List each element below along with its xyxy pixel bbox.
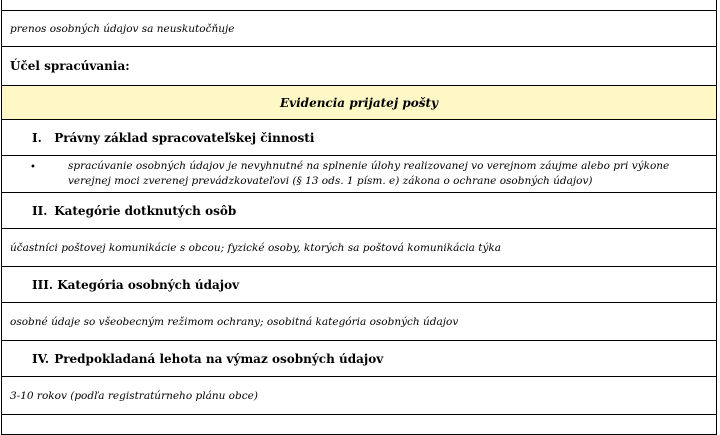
purpose-label: Účel spracúvania:	[2, 47, 717, 86]
table-row	[2, 156, 717, 193]
section-number: II.	[32, 203, 48, 218]
data-subjects-text: účastníci poštovej komunikácie s obcou; fyzické osoby, ktorých sa poštová komunikácia týka	[2, 229, 717, 267]
table-row	[2, 0, 717, 11]
section-title: Kategória osobných údajov	[57, 277, 240, 292]
section-title: Právny základ spracovateľskej činnosti	[54, 130, 315, 145]
table-row	[2, 229, 717, 267]
table-row	[2, 86, 717, 120]
retention-period-text: 3-10 rokov (podľa registratúrneho plánu obce)	[2, 377, 717, 415]
table-row	[2, 341, 717, 377]
empty-bottom-cell	[2, 415, 717, 435]
table-row	[2, 47, 717, 86]
data-categories-text: osobné údaje so všeobecným režimom ochrany; osobitná kategória osobných údajov	[2, 303, 717, 341]
legal-basis-text: spracúvanie osobných údajov je nevyhnutné na splnenie úlohy realizovanej vo verejnom záujme alebo pri výkone verejnej moci zverenej prevádzkovateľovi (§ 13 ods. 1 písm. e) zákona o ochrane osobných údajov)	[68, 160, 670, 187]
processing-record-table	[1, 0, 717, 435]
bullet-icon: •	[30, 162, 36, 173]
transfer-note: prenos osobných údajov sa neuskutočňuje	[2, 11, 717, 47]
table-row	[2, 415, 717, 435]
section-number: IV.	[32, 351, 50, 366]
section-title: Kategórie dotknutých osôb	[54, 203, 237, 218]
table-row	[2, 267, 717, 303]
table-row	[2, 11, 717, 47]
section-number: I.	[32, 130, 42, 145]
table-row	[2, 303, 717, 341]
legal-basis-cell	[2, 156, 717, 193]
empty-top-cell	[2, 0, 717, 11]
table-row	[2, 193, 717, 229]
table-row	[2, 377, 717, 415]
section-heading-1	[2, 120, 717, 156]
section-number: III.	[32, 277, 54, 292]
section-heading-4	[2, 341, 717, 377]
section-title: Predpokladaná lehota na výmaz osobných údajov	[54, 351, 384, 366]
section-heading-3	[2, 267, 717, 303]
table-row	[2, 120, 717, 156]
purpose-title: Evidencia prijatej pošty	[2, 86, 717, 120]
section-heading-2	[2, 193, 717, 229]
